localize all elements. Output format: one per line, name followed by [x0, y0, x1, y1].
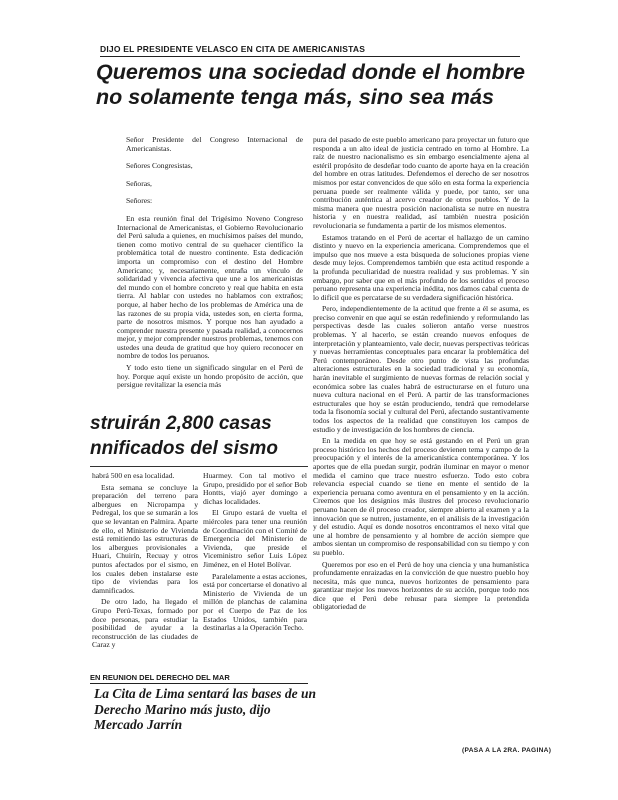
- salutation-senoras: Señoras,: [126, 178, 152, 188]
- speech-paragraph: En la medida en que hoy se está gestando en el Perú un gran proceso histórico los hechos del proceso devienen tema y campo de la preocupación y el interés de la americanística contemporánea. Y los aportes que de ella puedan surgir, podrán iluminar en mayor o menor medida el camino que trace nuestro esfuerzo. Todo esto cobra relevancia especial cuando se tiene en mente el sentido de la experiencia peruana como aventura en el pensamiento y en la acción. Creemos que los designios más ilustres del proceso revolucionario peruano hacen de él proceso creador, siempre abierto al examen y a la innovación que se nutren, justamente, en el análisis de la investigación y del estudio. Aquí es donde nosotros encontramos el nexo vital que une al hombre de pensamiento y al hombre de acción siempre que ambos sientan un compromiso de responsabilidad con su tiempo y con su pueblo.: [313, 436, 529, 557]
- continuation-note: (PASA A LA 2RA. PAGINA): [462, 747, 552, 754]
- sidebar-column-left: [92, 472, 198, 670]
- sidebar-paragraph: Huarmey. Con tal motivo el Grupo, presidido por el señor Bob Hontts, viajó ayer domingo a dichas localidades.: [203, 472, 307, 506]
- speech-paragraph: pura del pasado de este pueblo americano para proyectar un futuro que responda a un alto ideal de justicia centrado en torno al Hombre. La raíz de nuestro nacionalismo es sin embargo esencialmente ajena al estéril propósito de desdeñar todo cuanto de aporte haya en la creación del hombre en otras latitudes. Defendemos el derecho de ser nosotros mismos por estar convencidos de que sólo en esta forma la experiencia peruana puede ser realmente válida y puede, por tanto, ser una contribución auténtica al acervo creador de otros pueblos. Y de la misma manera que nuestra posición nacionalista se nutre en nuestra historia y en nuestra realidad, así también nuestra posición revolucionaria se fundamenta a partir de los mismos elementos.: [313, 136, 529, 230]
- sidebar-paragraph: Esta semana se concluye la preparación del terreno para albergues en Nicropampa y Pedregal, los que se sumarán a los que se levantan en Palmira. Aparte de ello, el Ministerio de Vivienda está remitiendo las estructuras de los albergues provisionales a Huari, Chuirín, Recuay y otros puntos afectados por el sismo, en los cuales deben instalarse este tipo de viviendas para los damnificados.: [92, 482, 198, 595]
- speech-paragraph: Estamos tratando en el Perú de acertar el hallazgo de un camino distinto y nuevo en la experiencia americana. Comprendemos que el impulso que nos mueve a esta búsqueda de soluciones propias viene desde muy lejos. Comprendemos también que esta actitud responde a la profunda peculiaridad de nuestra realidad y sus problemas. Y sin embargo, por saber que en el más profundo de los sentidos el proceso peruano representa una experiencia inédita, nos damos cabal cuenta de lo difícil que es percatarse de su verdadera significación histórica.: [313, 232, 529, 302]
- speech-paragraph: En esta reunión final del Trigésimo Noveno Congreso Internacional de Americanistas, el Gobierno Revolucionario del Perú saluda a quienes, en muchísimos países del mundo, tienen como motivo central de su quehacer científico la problemática total de nuestro continente. Esta dedicación importa un compromiso con el destino del Hombre Americano; y, necesariamente, entraña un vínculo de solidaridad y vivencia afectiva que une a los americanistas del mundo con el hombre concreto y real que habita en esta tierra. Al hablar con ustedes no hablamos con extraños; porque, al haber hecho de los problemas de América una de las razones de su propia vida, ustedes son, en cierta forma, parte de nosotros mismos. Y porque nos han ayudado a comprender nuestra presente y pasada realidad, a conocernos mejor, y mejor comprender nuestros problemas, tenemos con ustedes una deuda de gratitud que hoy quiero reconocer en nombre de todos los peruanos.: [117, 213, 303, 361]
- kicker-line: DIJO EL PRESIDENTE VELASCO EN CITA DE AMERICANISTAS: [100, 44, 520, 57]
- main-headline: [96, 60, 536, 110]
- sidebar-paragraph: El Grupo estará de vuelta el miércoles para tener una reunión de Coordinación con el Comité de Emergencia del Ministerio de Vivienda, que preside el Viceministro señor Luis López Jiménez, en el Hotel Bolívar.: [203, 508, 307, 569]
- sidebar-paragraph: habrá 500 en esa localidad.: [92, 472, 175, 480]
- sidebar-headline-1: struirán 2,800 casas: [90, 413, 272, 434]
- headline-line-2: no solamente tenga más, sino sea más: [96, 85, 494, 109]
- speech-paragraph: Queremos por eso en el Perú de hoy una ciencia y una humanística profundamente enraizadas en la convicción de que nuestro pueblo hoy necesita, más que nunca, nuevos horizontes de pensamiento para garantizar mejor los nuevos horizontes de su acción, porque todo nos dice que el Perú debe rehusar para siempre la pretendida obligatoriedad de: [313, 559, 529, 612]
- sidebar-paragraph: Paralelamente a estas acciones, está por concertarse el donativo al Ministerio de Vivienda de un millón de planchas de calamina por el Cuerpo de Paz de los Estados Unidos, también para destinarlas a la Operación Techo.: [203, 571, 307, 633]
- speech-paragraph: Y todo esto tiene un significado singular en el Perú de hoy. Porque aquí existe un hondo propósito de acción, que persigue revitalizar la esencia más: [117, 363, 303, 390]
- sidebar-rule: [90, 466, 308, 467]
- bottom-kicker: EN REUNION DEL DERECHO DEL MAR: [90, 673, 308, 684]
- speech-paragraph: Pero, independientemente de la actitud que frente a él se asuma, es preciso convenir en que aquí se están redefiniendo y reformulando las perspectivas desde las cuales solieron antaño verse nuestros problemas. Y al hacerlo, se están creando nuevos enfoques de interpretación y planteamiento, vale decir, nuevas perspectivas teóricas y nuevas herramientas conceptuales para encarar la problemática del Perú contemporáneo. Desde otro punto de vista las profundas alteraciones estructurales en la sociedad tradicional y su economía, harán inevitable el surgimiento de nuevas formas de relación social y económica sobre las cuales habrá de estructurarse en el futuro una nueva cultura nacional en el Perú. A partir de las transformaciones estructurales que hoy se están produciendo, tendrá que remodelarse toda la fisonomía social y cultural del Perú, afectando sustantivamente todos los aspectos de la realidad que constituyen los campos de estudio y de investigación de los hombres de ciencia.: [313, 304, 529, 434]
- salutation-president: Señor Presidente del Congreso Internacional de Americanistas.: [126, 136, 303, 153]
- speech-column-1: [117, 136, 303, 446]
- headline-line-1: Queremos una sociedad donde el hombre: [96, 60, 525, 84]
- salutation-congresistas: Señores Congresistas,: [126, 161, 193, 171]
- sidebar-headline-2: nnificados del sismo: [90, 438, 278, 459]
- speech-column-2: [313, 136, 529, 744]
- salutation-senores: Señores:: [126, 196, 153, 206]
- sidebar-column-right: [203, 472, 307, 670]
- sidebar-paragraph: De otro lado, ha llegado el Grupo Perú-Texas, formado por doce personas, para estudiar la posibilidad de ayudar a la reconstrucción de las ciudades de Caraz y: [92, 597, 198, 650]
- bottom-headline: La Cita de Lima sentará las bases de un Derecho Marino más justo, dijo Mercado Jarrín: [94, 686, 317, 732]
